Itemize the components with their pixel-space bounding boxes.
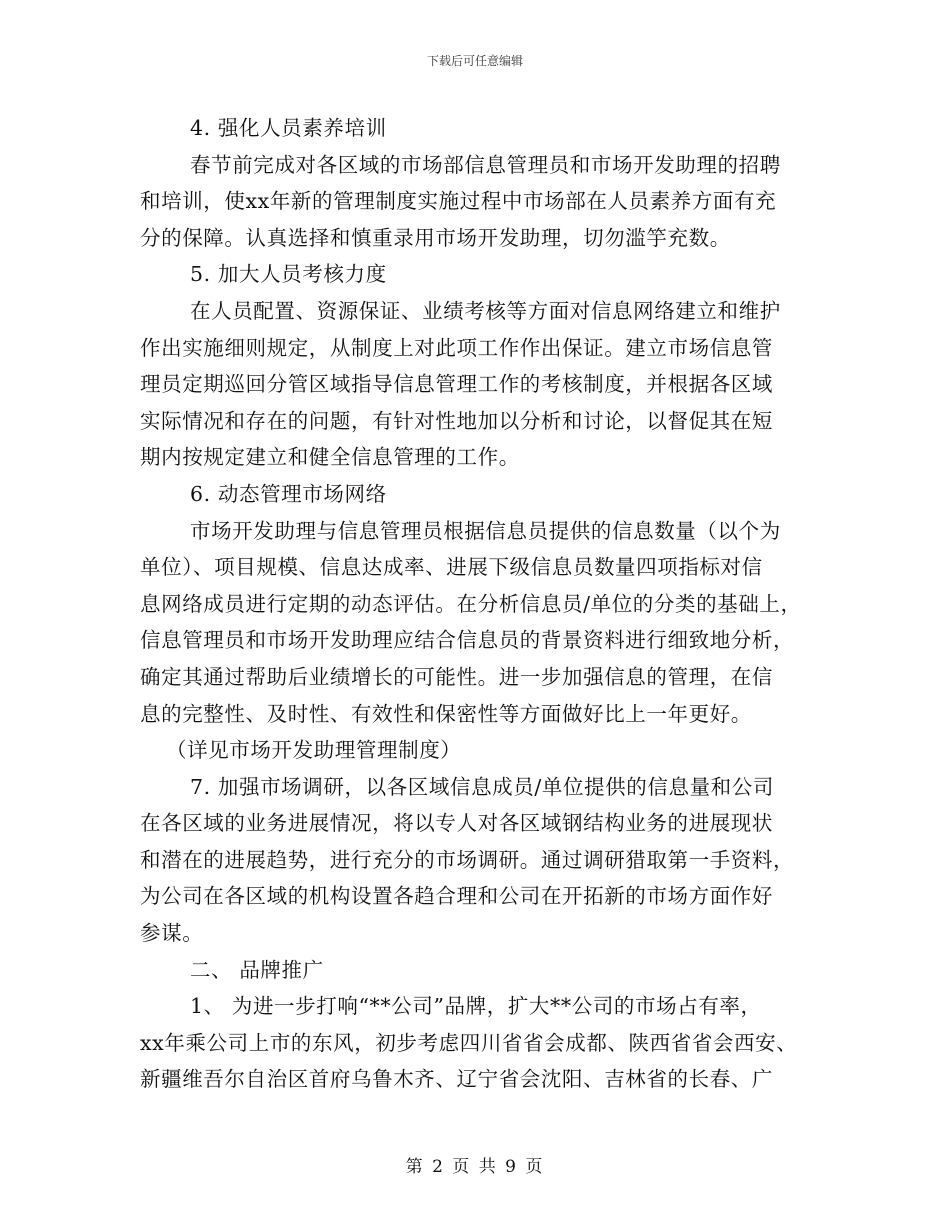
paragraph-line: 春节前完成对各区域的市场部信息管理员和市场开发助理的招聘: [190, 152, 781, 177]
paragraph-line: 息的完整性、及时性、有效性和保密性等方面做好比上一年更好。: [140, 701, 752, 726]
paragraph-line: 确定其通过帮助后业绩增长的可能性。进一步加强信息的管理，在信: [140, 664, 773, 689]
heading-item-7: 7. 加强市场调研，以各区域信息成员/单位提供的信息量和公司: [190, 774, 774, 799]
paragraph-line: 单位）、项目规模、信息达成率、进展下级信息员数量四项指标对信: [140, 555, 763, 580]
section-heading-brand: 二、 品牌推广: [190, 957, 324, 982]
page-number: 第 2 页 共 9 页: [405, 1157, 545, 1177]
paragraph-line: 参谋。: [140, 921, 204, 946]
paragraph-line: 理员定期巡回分管区域指导信息管理工作的考核制度，并根据各区域: [140, 372, 773, 397]
paragraph-line: xx年乘公司上市的东风，初步考虑四川省省会成都、陕西省省会西安、: [140, 1030, 798, 1055]
paragraph-line: 息网络成员进行定期的动态评估。在分析信息员/单位的分类的基础上，: [140, 591, 802, 616]
paragraph-line: 期内按规定建立和健全信息管理的工作。: [140, 445, 520, 470]
heading-item-6: 6. 动态管理市场网络: [190, 481, 387, 506]
paragraph-line: 和培训，使xx年新的管理制度实施过程中市场部在人员素养方面有充: [140, 189, 777, 214]
heading-item-1: 1、 为进一步打响“**公司”品牌，扩大**公司的市场占有率，: [190, 994, 762, 1019]
paragraph-line: 作出实施细则规定，从制度上对此项工作作出保证。建立市场信息管: [140, 335, 773, 360]
paragraph-line: 和潜在的进展趋势，进行充分的市场调研。通过调研猎取第一手资料，: [140, 847, 795, 872]
paragraph-line: 实际情况和存在的问题，有针对性地加以分析和讨论，以督促其在短: [140, 408, 773, 433]
paragraph-line: 为公司在各区域的机构设置各趋合理和公司在开拓新的市场方面作好: [140, 884, 773, 909]
reference-note: （详见市场开发助理管理制度）: [166, 738, 462, 763]
paragraph-line: 市场开发助理与信息管理员根据信息员提供的信息数量（以个为: [190, 518, 781, 543]
paragraph-line: 在人员配置、资源保证、业绩考核等方面对信息网络建立和维护: [190, 298, 781, 323]
paragraph-line: 新疆维吾尔自治区首府乌鲁木齐、辽宁省会沈阳、吉林省的长春、广: [140, 1067, 773, 1092]
heading-item-4: 4. 强化人员素养培训: [190, 116, 387, 140]
document-body: [140, 110, 810, 1098]
paragraph-line: 分的保障。认真选择和慎重录用市场开发助理，切勿滥竽充数。: [140, 225, 731, 250]
page-header: 下载后可任意编辑: [426, 54, 523, 68]
heading-item-5: 5. 加大人员考核力度: [190, 262, 387, 287]
paragraph-line: 在各区域的业务进展情况，将以专人对各区域钢结构业务的进展现状: [140, 811, 773, 836]
paragraph-line: 信息管理员和市场开发助理应结合信息员的背景资料进行细致地分析，: [140, 628, 795, 653]
